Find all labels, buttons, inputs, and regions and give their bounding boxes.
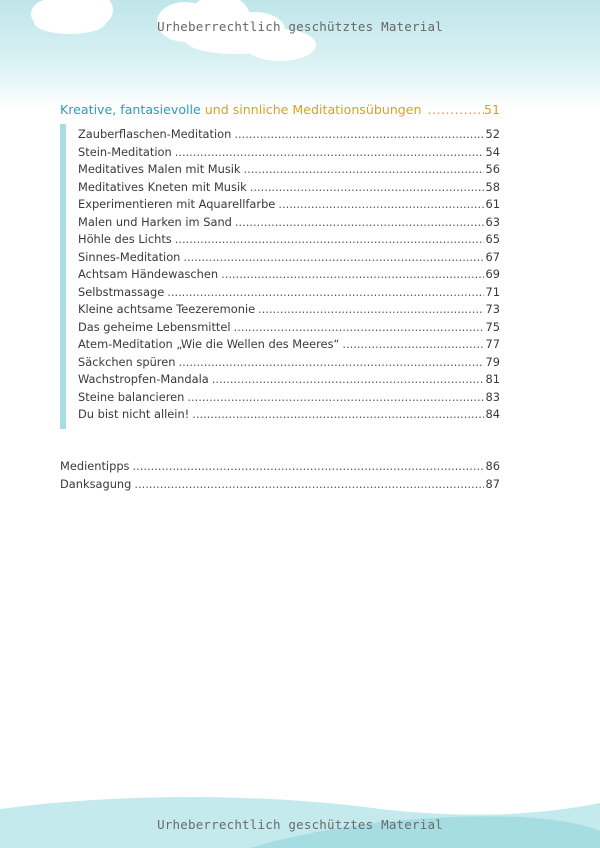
- toc-entry-title: Experimentieren mit Aquarellfarbe: [78, 197, 276, 211]
- toc-entry-title: Stein-Meditation: [78, 144, 172, 159]
- toc-entry: [78, 355, 500, 373]
- toc-entry-page: 65: [485, 232, 500, 246]
- leader-dots: [250, 180, 484, 194]
- toc-section-block: [60, 124, 500, 430]
- leader-dots: [132, 459, 483, 473]
- toc-entry-page: 63: [485, 214, 500, 229]
- toc-entry-title: Säckchen spüren: [78, 354, 176, 369]
- leader-dots: [187, 390, 483, 404]
- toc-entry-page: 61: [485, 197, 500, 211]
- toc-entry: [78, 285, 500, 303]
- toc-entry-title: Zauberflaschen-Meditation: [78, 127, 232, 141]
- toc-entry-title: Danksagung: [60, 476, 132, 491]
- section-page-number: 51: [483, 102, 500, 117]
- toc-entry-title: Kleine achtsame Teezeremonie: [78, 302, 256, 316]
- toc-entry-page: 71: [485, 284, 500, 299]
- toc-list: [78, 127, 500, 425]
- toc-entry-title: Du bist nicht allein!: [78, 407, 190, 421]
- toc-entry: [78, 372, 500, 390]
- toc-entry: [78, 197, 500, 215]
- toc-extra-entry: [60, 477, 500, 495]
- toc-entry-page: 69: [485, 267, 500, 281]
- watermark-bottom: Urheberrechtlich geschütztes Material: [157, 817, 443, 832]
- toc-entry-title: Atem-Meditation „Wie die Wellen des Meeres“: [78, 337, 340, 351]
- toc-entry-page: 77: [485, 337, 500, 351]
- toc-entry-title: Sinnes-Meditation: [78, 249, 181, 264]
- toc-accent-bar: [60, 124, 66, 429]
- leader-dots: [235, 215, 484, 229]
- toc-entry-page: 56: [485, 162, 500, 176]
- leader-dots: [183, 250, 483, 264]
- leader-dots: [244, 162, 484, 176]
- toc-entry: [78, 337, 500, 355]
- toc-entry-page: 52: [485, 127, 500, 141]
- toc-entry-title: Wachstropfen-Mandala: [78, 372, 209, 386]
- toc-entry-title: Selbstmassage: [78, 284, 165, 299]
- toc-entry: [78, 390, 500, 408]
- toc-entry-page: 54: [485, 144, 500, 159]
- toc-entry: [78, 232, 500, 250]
- section-heading: [60, 102, 500, 117]
- leader-dots: [221, 267, 483, 281]
- toc-entry-page: 87: [485, 476, 500, 491]
- toc-entry: [78, 250, 500, 268]
- toc-entry-title: Malen und Harken im Sand: [78, 214, 232, 229]
- toc-entry: [78, 267, 500, 285]
- section-title-part1: Kreative, fantasievolle: [60, 102, 201, 117]
- leader-dots: [167, 285, 483, 299]
- leader-dots: [278, 197, 483, 211]
- toc-entry: [78, 127, 500, 145]
- leader-dots: [212, 372, 484, 386]
- toc-entry-title: Meditatives Malen mit Musik: [78, 162, 241, 176]
- leader-dots: [134, 477, 483, 491]
- toc-entry-title: Meditatives Kneten mit Musik: [78, 179, 247, 194]
- toc-extra-entry: [60, 459, 500, 477]
- toc-entry-title: Das geheime Lebensmittel: [78, 319, 231, 334]
- toc-entry-page: 81: [485, 372, 500, 386]
- toc-entry-page: 84: [485, 407, 500, 421]
- toc-entry: [78, 302, 500, 320]
- toc-entry-page: 79: [485, 354, 500, 369]
- toc-entry-page: 75: [485, 319, 500, 334]
- toc-entry: [78, 215, 500, 233]
- leader-dots: [234, 320, 484, 334]
- leader-dots: [175, 232, 484, 246]
- leader-dots: [175, 145, 484, 159]
- toc-entry-title: Achtsam Händewaschen: [78, 267, 219, 281]
- section-title-part2: und sinnliche Meditationsübungen: [204, 102, 422, 117]
- toc-entry-title: Steine balancieren: [78, 389, 185, 404]
- toc-entry: [78, 180, 500, 198]
- toc-entry: [78, 145, 500, 163]
- leader-dots: [258, 302, 483, 316]
- toc-entry-page: 83: [485, 389, 500, 404]
- toc-entry: [78, 407, 500, 425]
- toc-entry-page: 58: [485, 179, 500, 194]
- toc-extras-list: [60, 459, 500, 494]
- leader-dots: [178, 355, 483, 369]
- toc-entry: [78, 320, 500, 338]
- leader-dots: [192, 407, 483, 421]
- toc-entry-title: Höhle des Lichts: [78, 232, 172, 246]
- watermark-top: Urheberrechtlich geschütztes Material: [157, 19, 443, 34]
- leader-dots: [234, 127, 483, 141]
- toc-entry-page: 86: [485, 459, 500, 473]
- leader-dots: [342, 337, 483, 351]
- toc-entry-page: 67: [485, 249, 500, 264]
- toc-entry: [78, 162, 500, 180]
- toc-entry-page: 73: [485, 302, 500, 316]
- toc-entry-title: Medientipps: [60, 459, 130, 473]
- section-leader-dots: [428, 102, 484, 117]
- cloud-decoration: [0, 0, 600, 80]
